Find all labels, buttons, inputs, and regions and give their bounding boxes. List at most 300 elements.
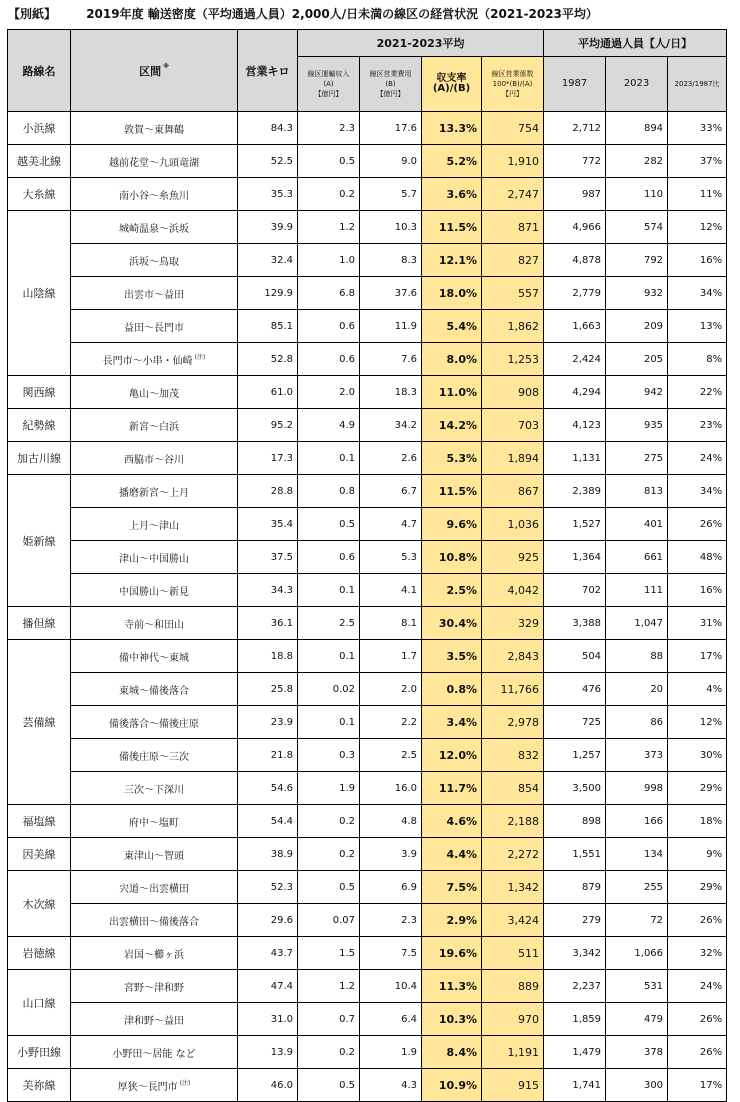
section-cell: 寺前～和田山: [71, 607, 238, 640]
table-row: [8, 244, 727, 277]
revenue-cell: 4.9: [298, 409, 360, 442]
cost-cell: 2.5: [360, 739, 422, 772]
header-comparison: 2023/1987比: [668, 57, 727, 112]
section-cell: 津山～中国勝山: [71, 541, 238, 574]
page-title: [8, 4, 598, 24]
header-1987: 1987: [544, 57, 606, 112]
revenue-cell: 1.9: [298, 772, 360, 805]
km-cell: 129.9: [238, 277, 298, 310]
section-cell: 津和野～益田: [71, 1003, 238, 1036]
cost-cell: 34.2: [360, 409, 422, 442]
header-2023: 2023: [606, 57, 668, 112]
coef-cell: 1,894: [482, 442, 544, 475]
ratio-cell: 3.4%: [422, 706, 482, 739]
passengers-1987-cell: 2,389: [544, 475, 606, 508]
comparison-cell: 31%: [668, 607, 727, 640]
passengers-2023-cell: 72: [606, 904, 668, 937]
km-cell: 54.4: [238, 805, 298, 838]
coef-cell: 557: [482, 277, 544, 310]
section-cell: 中国勝山～新見: [71, 574, 238, 607]
km-cell: 39.9: [238, 211, 298, 244]
km-cell: 13.9: [238, 1036, 298, 1069]
line-name-cell: 因美線: [8, 838, 71, 871]
comparison-cell: 12%: [668, 211, 727, 244]
comparison-cell: 24%: [668, 442, 727, 475]
cost-cell: 1.9: [360, 1036, 422, 1069]
cost-cell: 4.7: [360, 508, 422, 541]
ratio-cell: 10.9%: [422, 1069, 482, 1102]
passengers-2023-cell: 20: [606, 673, 668, 706]
cost-cell: 6.7: [360, 475, 422, 508]
table-row: [8, 112, 727, 145]
ratio-cell: 11.7%: [422, 772, 482, 805]
coef-cell: 2,272: [482, 838, 544, 871]
comparison-cell: 12%: [668, 706, 727, 739]
km-cell: 28.8: [238, 475, 298, 508]
revenue-cell: 0.6: [298, 343, 360, 376]
km-cell: 37.5: [238, 541, 298, 574]
cost-cell: 2.6: [360, 442, 422, 475]
km-cell: 23.9: [238, 706, 298, 739]
table-row: [8, 475, 727, 508]
coef-cell: 511: [482, 937, 544, 970]
passengers-2023-cell: 479: [606, 1003, 668, 1036]
coef-cell: 854: [482, 772, 544, 805]
line-name-cell: 木次線: [8, 871, 71, 937]
revenue-cell: 0.2: [298, 178, 360, 211]
line-name-cell: 岩徳線: [8, 937, 71, 970]
revenue-cell: 0.8: [298, 475, 360, 508]
passengers-1987-cell: 4,294: [544, 376, 606, 409]
coef-cell: 2,978: [482, 706, 544, 739]
passengers-2023-cell: 88: [606, 640, 668, 673]
section-cell: 西脇市～谷川: [71, 442, 238, 475]
section-cell: 小野田～居能 など: [71, 1036, 238, 1069]
line-name-cell: 山陰線: [8, 211, 71, 376]
ratio-cell: 11.5%: [422, 475, 482, 508]
km-cell: 52.3: [238, 871, 298, 904]
passengers-1987-cell: 898: [544, 805, 606, 838]
passengers-1987-cell: 1,663: [544, 310, 606, 343]
coef-cell: 1,862: [482, 310, 544, 343]
line-name-cell: 加古川線: [8, 442, 71, 475]
km-cell: 85.1: [238, 310, 298, 343]
passengers-1987-cell: 879: [544, 871, 606, 904]
coef-cell: 970: [482, 1003, 544, 1036]
passengers-2023-cell: 661: [606, 541, 668, 574]
revenue-cell: 1.2: [298, 211, 360, 244]
km-cell: 54.6: [238, 772, 298, 805]
line-name-cell: 関西線: [8, 376, 71, 409]
table-row: [8, 541, 727, 574]
comparison-cell: 29%: [668, 772, 727, 805]
ratio-cell: 14.2%: [422, 409, 482, 442]
coef-cell: 754: [482, 112, 544, 145]
line-name-cell: 姫新線: [8, 475, 71, 607]
km-cell: 52.5: [238, 145, 298, 178]
coef-cell: 1,191: [482, 1036, 544, 1069]
cost-cell: 8.1: [360, 607, 422, 640]
section-cell: 敦賀～東舞鶴: [71, 112, 238, 145]
passengers-2023-cell: 531: [606, 970, 668, 1003]
passengers-2023-cell: 86: [606, 706, 668, 739]
cost-cell: 11.9: [360, 310, 422, 343]
comparison-cell: 4%: [668, 673, 727, 706]
ratio-cell: 4.4%: [422, 838, 482, 871]
coef-cell: 2,747: [482, 178, 544, 211]
ratio-cell: 11.0%: [422, 376, 482, 409]
comparison-cell: 17%: [668, 640, 727, 673]
cost-cell: 9.0: [360, 145, 422, 178]
passengers-2023-cell: 932: [606, 277, 668, 310]
comparison-cell: 9%: [668, 838, 727, 871]
route-table: [7, 29, 727, 1102]
passengers-2023-cell: 813: [606, 475, 668, 508]
cost-cell: 6.9: [360, 871, 422, 904]
section-cell: 宍道～出雲横田: [71, 871, 238, 904]
header-group-avg: 2021-2023平均: [298, 30, 544, 57]
revenue-cell: 0.02: [298, 673, 360, 706]
comparison-cell: 16%: [668, 244, 727, 277]
table-row: [8, 508, 727, 541]
table-row: [8, 178, 727, 211]
table-row: [8, 409, 727, 442]
revenue-cell: 0.5: [298, 508, 360, 541]
cost-cell: 4.8: [360, 805, 422, 838]
cost-cell: 10.4: [360, 970, 422, 1003]
km-cell: 31.0: [238, 1003, 298, 1036]
revenue-cell: 2.3: [298, 112, 360, 145]
revenue-cell: 1.5: [298, 937, 360, 970]
section-cell: 長門市～小串・仙崎 $^{(注)}$: [71, 343, 238, 376]
line-name-cell: 小野田線: [8, 1036, 71, 1069]
comparison-cell: 34%: [668, 277, 727, 310]
passengers-1987-cell: 279: [544, 904, 606, 937]
comparison-cell: 33%: [668, 112, 727, 145]
revenue-cell: 1.2: [298, 970, 360, 1003]
ratio-cell: 5.4%: [422, 310, 482, 343]
table-row: [8, 739, 727, 772]
header-line: 路線名: [8, 30, 71, 112]
passengers-2023-cell: 935: [606, 409, 668, 442]
coef-cell: 867: [482, 475, 544, 508]
header-group-passengers: 平均通過人員【人/日】: [544, 30, 727, 57]
comparison-cell: 26%: [668, 508, 727, 541]
passengers-2023-cell: 166: [606, 805, 668, 838]
ratio-cell: 10.3%: [422, 1003, 482, 1036]
section-cell: 城崎温泉～浜坂: [71, 211, 238, 244]
cost-cell: 17.6: [360, 112, 422, 145]
note-mark: (注): [179, 1079, 191, 1087]
ratio-cell: 11.3%: [422, 970, 482, 1003]
km-cell: 17.3: [238, 442, 298, 475]
section-cell: 東津山～智頭: [71, 838, 238, 871]
ratio-cell: 2.9%: [422, 904, 482, 937]
comparison-cell: 32%: [668, 937, 727, 970]
ratio-cell: 8.0%: [422, 343, 482, 376]
coef-cell: 889: [482, 970, 544, 1003]
coef-cell: 832: [482, 739, 544, 772]
comparison-cell: 30%: [668, 739, 727, 772]
passengers-2023-cell: 110: [606, 178, 668, 211]
ratio-cell: 13.3%: [422, 112, 482, 145]
ratio-cell: 12.0%: [422, 739, 482, 772]
km-cell: 61.0: [238, 376, 298, 409]
ratio-cell: 5.2%: [422, 145, 482, 178]
passengers-2023-cell: 894: [606, 112, 668, 145]
section-cell: 上月～津山: [71, 508, 238, 541]
revenue-cell: 0.1: [298, 574, 360, 607]
ratio-cell: 3.5%: [422, 640, 482, 673]
passengers-2023-cell: 373: [606, 739, 668, 772]
revenue-cell: 2.0: [298, 376, 360, 409]
passengers-1987-cell: 1,364: [544, 541, 606, 574]
km-cell: 43.7: [238, 937, 298, 970]
ratio-cell: 5.3%: [422, 442, 482, 475]
section-cell: 宮野～津和野: [71, 970, 238, 1003]
passengers-2023-cell: 998: [606, 772, 668, 805]
passengers-1987-cell: 476: [544, 673, 606, 706]
table-row: [8, 673, 727, 706]
cost-cell: 7.5: [360, 937, 422, 970]
table-row: [8, 442, 727, 475]
km-cell: 52.8: [238, 343, 298, 376]
coef-cell: 11,766: [482, 673, 544, 706]
passengers-1987-cell: 725: [544, 706, 606, 739]
coef-cell: 4,042: [482, 574, 544, 607]
table-row: [8, 904, 727, 937]
coef-cell: 329: [482, 607, 544, 640]
ratio-cell: 11.5%: [422, 211, 482, 244]
km-cell: 47.4: [238, 970, 298, 1003]
section-cell: 出雲横田～備後落合: [71, 904, 238, 937]
table-row: [8, 1003, 727, 1036]
cost-cell: 7.6: [360, 343, 422, 376]
passengers-1987-cell: 1,257: [544, 739, 606, 772]
ratio-cell: 7.5%: [422, 871, 482, 904]
passengers-1987-cell: 987: [544, 178, 606, 211]
ratio-cell: 4.6%: [422, 805, 482, 838]
ratio-cell: 19.6%: [422, 937, 482, 970]
passengers-2023-cell: 209: [606, 310, 668, 343]
passengers-2023-cell: 111: [606, 574, 668, 607]
header-cost: 線区営業費用 (B) 【億円】: [360, 57, 422, 112]
section-cell: 播磨新宮～上月: [71, 475, 238, 508]
table-row: [8, 937, 727, 970]
passengers-1987-cell: 1,741: [544, 1069, 606, 1102]
cost-cell: 10.3: [360, 211, 422, 244]
revenue-cell: 1.0: [298, 244, 360, 277]
section-cell: 厚狭～長門市 $^{(注)}$: [71, 1069, 238, 1102]
passengers-2023-cell: 255: [606, 871, 668, 904]
passengers-1987-cell: 3,500: [544, 772, 606, 805]
km-cell: 46.0: [238, 1069, 298, 1102]
passengers-1987-cell: 1,551: [544, 838, 606, 871]
section-cell: 出雲市～益田: [71, 277, 238, 310]
km-cell: 32.4: [238, 244, 298, 277]
section-cell: 亀山～加茂: [71, 376, 238, 409]
cost-cell: 6.4: [360, 1003, 422, 1036]
passengers-1987-cell: 3,388: [544, 607, 606, 640]
comparison-cell: 22%: [668, 376, 727, 409]
passengers-2023-cell: 792: [606, 244, 668, 277]
cost-cell: 5.7: [360, 178, 422, 211]
km-cell: 36.1: [238, 607, 298, 640]
passengers-1987-cell: 1,479: [544, 1036, 606, 1069]
title-text: 2019年度 輸送密度（平均通過人員）2,000人/日未満の線区の経営状況（2021-2023平均）: [86, 7, 598, 21]
revenue-cell: 2.5: [298, 607, 360, 640]
cost-cell: 2.2: [360, 706, 422, 739]
ratio-cell: 18.0%: [422, 277, 482, 310]
note-mark: (注): [194, 353, 206, 361]
section-cell: 府中～塩町: [71, 805, 238, 838]
table-row: [8, 376, 727, 409]
section-cell: 岩国～櫛ヶ浜: [71, 937, 238, 970]
table-row: [8, 574, 727, 607]
section-cell: 益田～長門市: [71, 310, 238, 343]
revenue-cell: 0.6: [298, 310, 360, 343]
passengers-2023-cell: 275: [606, 442, 668, 475]
passengers-1987-cell: 702: [544, 574, 606, 607]
passengers-1987-cell: 2,424: [544, 343, 606, 376]
km-cell: 34.3: [238, 574, 298, 607]
comparison-cell: 29%: [668, 871, 727, 904]
line-name-cell: 大糸線: [8, 178, 71, 211]
table-row: [8, 706, 727, 739]
passengers-1987-cell: 1,859: [544, 1003, 606, 1036]
coef-cell: 1,253: [482, 343, 544, 376]
coef-cell: 1,036: [482, 508, 544, 541]
cost-cell: 4.1: [360, 574, 422, 607]
section-cell: 新宮～白浜: [71, 409, 238, 442]
revenue-cell: 0.5: [298, 1069, 360, 1102]
km-cell: 35.4: [238, 508, 298, 541]
table-row: [8, 607, 727, 640]
revenue-cell: 6.8: [298, 277, 360, 310]
ratio-cell: 12.1%: [422, 244, 482, 277]
header-revenue: 線区運輸収入 (A) 【億円】: [298, 57, 360, 112]
revenue-cell: 0.3: [298, 739, 360, 772]
table-row: [8, 211, 727, 244]
section-cell: 備後落合～備後庄原: [71, 706, 238, 739]
comparison-cell: 17%: [668, 1069, 727, 1102]
cost-cell: 3.9: [360, 838, 422, 871]
section-cell: 越前花堂～九頭竜湖: [71, 145, 238, 178]
line-name-cell: 播但線: [8, 607, 71, 640]
km-cell: 18.8: [238, 640, 298, 673]
comparison-cell: 13%: [668, 310, 727, 343]
coef-cell: 908: [482, 376, 544, 409]
comparison-cell: 8%: [668, 343, 727, 376]
km-cell: 95.2: [238, 409, 298, 442]
passengers-2023-cell: 205: [606, 343, 668, 376]
comparison-cell: 26%: [668, 1003, 727, 1036]
line-name-cell: 美祢線: [8, 1069, 71, 1102]
ratio-cell: 0.8%: [422, 673, 482, 706]
revenue-cell: 0.7: [298, 1003, 360, 1036]
passengers-2023-cell: 1,066: [606, 937, 668, 970]
passengers-2023-cell: 574: [606, 211, 668, 244]
passengers-1987-cell: 2,237: [544, 970, 606, 1003]
section-cell: 東城～備後落合: [71, 673, 238, 706]
line-name-cell: 芸備線: [8, 640, 71, 805]
comparison-cell: 16%: [668, 574, 727, 607]
table-row: [8, 970, 727, 1003]
km-cell: 38.9: [238, 838, 298, 871]
passengers-1987-cell: 504: [544, 640, 606, 673]
ratio-cell: 3.6%: [422, 178, 482, 211]
passengers-1987-cell: 772: [544, 145, 606, 178]
ratio-cell: 8.4%: [422, 1036, 482, 1069]
header-coef: 線区営業係数 100*(B)/(A) 【円】: [482, 57, 544, 112]
passengers-2023-cell: 134: [606, 838, 668, 871]
passengers-2023-cell: 378: [606, 1036, 668, 1069]
comparison-cell: 37%: [668, 145, 727, 178]
cost-cell: 4.3: [360, 1069, 422, 1102]
coef-cell: 3,424: [482, 904, 544, 937]
table-body: [8, 112, 727, 1102]
coef-cell: 2,188: [482, 805, 544, 838]
table-row: [8, 772, 727, 805]
section-cell: 浜坂～鳥取: [71, 244, 238, 277]
section-cell: 三次～下深川: [71, 772, 238, 805]
coef-cell: 703: [482, 409, 544, 442]
passengers-1987-cell: 4,878: [544, 244, 606, 277]
passengers-2023-cell: 942: [606, 376, 668, 409]
revenue-cell: 0.5: [298, 145, 360, 178]
line-name-cell: 越美北線: [8, 145, 71, 178]
revenue-cell: 0.07: [298, 904, 360, 937]
passengers-1987-cell: 4,123: [544, 409, 606, 442]
table-row: [8, 145, 727, 178]
revenue-cell: 0.1: [298, 640, 360, 673]
table-row: [8, 310, 727, 343]
cost-cell: 37.6: [360, 277, 422, 310]
coef-cell: 2,843: [482, 640, 544, 673]
coef-cell: 915: [482, 1069, 544, 1102]
line-name-cell: 山口線: [8, 970, 71, 1036]
coef-cell: 925: [482, 541, 544, 574]
title-tag: 【別紙】: [8, 7, 57, 21]
header-section: 区間 ※: [71, 30, 238, 112]
passengers-2023-cell: 300: [606, 1069, 668, 1102]
km-cell: 21.8: [238, 739, 298, 772]
cost-cell: 2.0: [360, 673, 422, 706]
passengers-2023-cell: 282: [606, 145, 668, 178]
section-cell: 備中神代～東城: [71, 640, 238, 673]
passengers-1987-cell: 1,527: [544, 508, 606, 541]
header-km: 営業キロ: [238, 30, 298, 112]
comparison-cell: 18%: [668, 805, 727, 838]
ratio-cell: 2.5%: [422, 574, 482, 607]
comparison-cell: 26%: [668, 1036, 727, 1069]
cost-cell: 1.7: [360, 640, 422, 673]
cost-cell: 2.3: [360, 904, 422, 937]
line-name-cell: 小浜線: [8, 112, 71, 145]
table-row: [8, 1036, 727, 1069]
passengers-2023-cell: 401: [606, 508, 668, 541]
coef-cell: 1,910: [482, 145, 544, 178]
table-row: [8, 343, 727, 376]
km-cell: 84.3: [238, 112, 298, 145]
revenue-cell: 0.2: [298, 805, 360, 838]
revenue-cell: 0.1: [298, 706, 360, 739]
coef-cell: 1,342: [482, 871, 544, 904]
cost-cell: 8.3: [360, 244, 422, 277]
comparison-cell: 26%: [668, 904, 727, 937]
revenue-cell: 0.2: [298, 1036, 360, 1069]
comparison-cell: 23%: [668, 409, 727, 442]
